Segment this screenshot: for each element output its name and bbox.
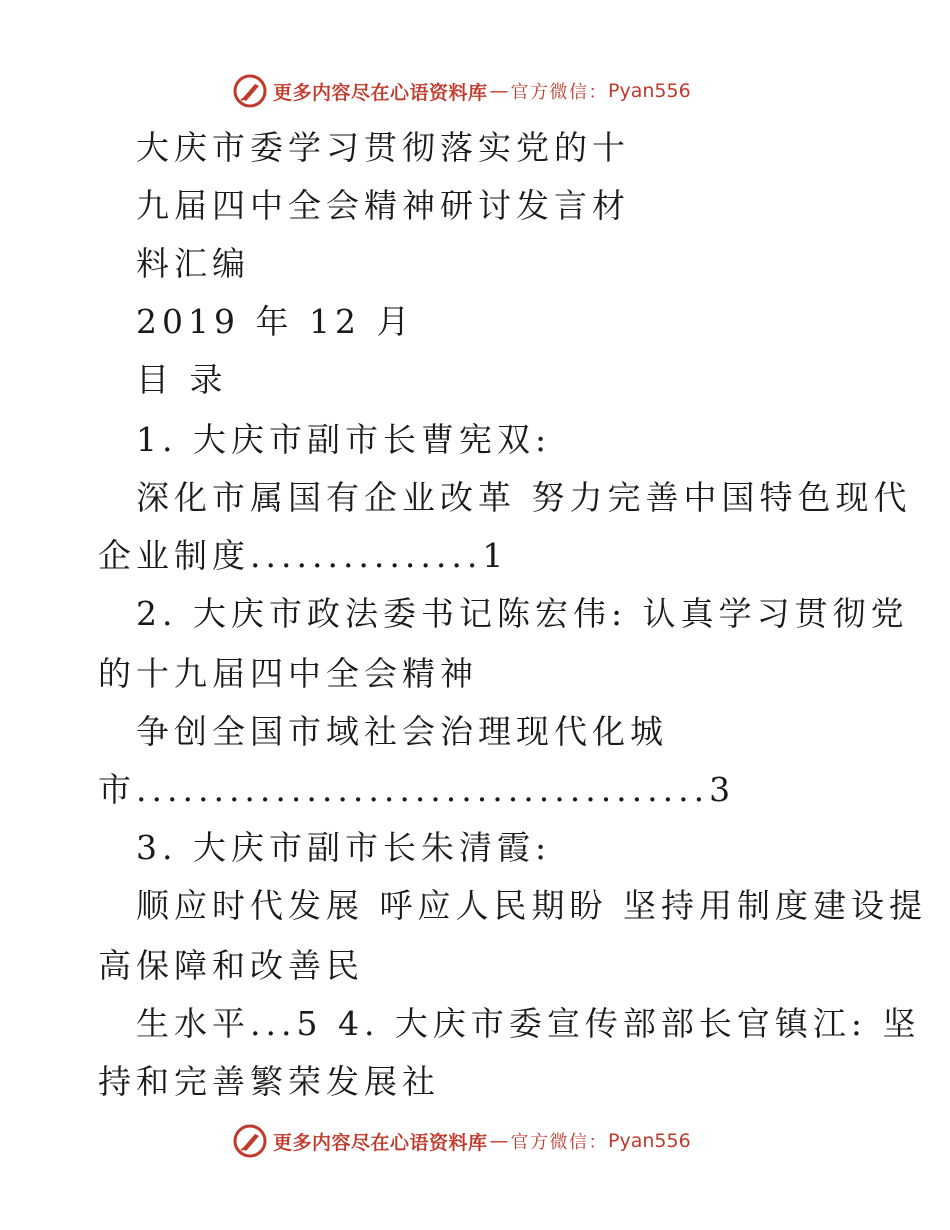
toc-entry-1-author: 1. 大庆市副市长曹宪双: xyxy=(136,420,552,459)
toc-entry-3-title: 顺应时代发展 呼应人民期盼 坚持用制度建设提 xyxy=(136,886,927,925)
toc-entry-3-page-and-entry-4: 生水平...5 4. 大庆市委宣传部部长官镇江: 坚 xyxy=(136,1004,921,1043)
footer-banner-wechat-id: Pyan556 xyxy=(608,1130,691,1152)
toc-entry-2-page: 市.....................................3 xyxy=(98,770,736,809)
toc-entry-3-author: 3. 大庆市副市长朱清霞: xyxy=(136,828,552,867)
footer-banner-wechat-label: 官方微信： xyxy=(510,1132,609,1153)
toc-heading: 目 录 xyxy=(136,360,228,399)
toc-entry-1-title-cont: 企业制度...............1 xyxy=(98,536,509,575)
header-banner-separator: — xyxy=(489,80,509,102)
doc-title-line-2: 九届四中全会精神研讨发言材 xyxy=(136,186,630,225)
toc-entry-2-title-cont: 争创全国市域社会治理现代化城 xyxy=(136,712,668,751)
quill-logo-icon xyxy=(233,1124,267,1158)
footer-banner-main-text: 更多内容尽在心语资料库 xyxy=(273,1131,488,1154)
toc-entry-2-title: 的十九届四中全会精神 xyxy=(98,654,478,693)
toc-entry-4-title: 持和完善繁荣发展社 xyxy=(98,1062,440,1101)
header-watermark-banner xyxy=(233,71,691,111)
toc-entry-2-author: 2. 大庆市政法委书记陈宏伟: 认真学习贯彻党 xyxy=(136,594,909,633)
quill-logo-icon xyxy=(233,74,267,108)
toc-entry-1-title: 深化市属国有企业改革 努力完善中国特色现代 xyxy=(136,478,912,517)
doc-title-line-1: 大庆市委学习贯彻落实党的十 xyxy=(136,128,630,167)
footer-banner-separator: — xyxy=(489,1130,509,1152)
doc-date: 2019 年 12 月 xyxy=(136,302,415,341)
header-banner-wechat-id: Pyan556 xyxy=(608,80,691,102)
header-banner-wechat-label: 官方微信： xyxy=(510,82,609,103)
footer-watermark-banner xyxy=(233,1121,691,1161)
doc-title-line-3: 料汇编 xyxy=(136,244,250,283)
header-banner-main-text: 更多内容尽在心语资料库 xyxy=(273,81,488,104)
toc-entry-3-title-cont: 高保障和改善民 xyxy=(98,946,364,985)
